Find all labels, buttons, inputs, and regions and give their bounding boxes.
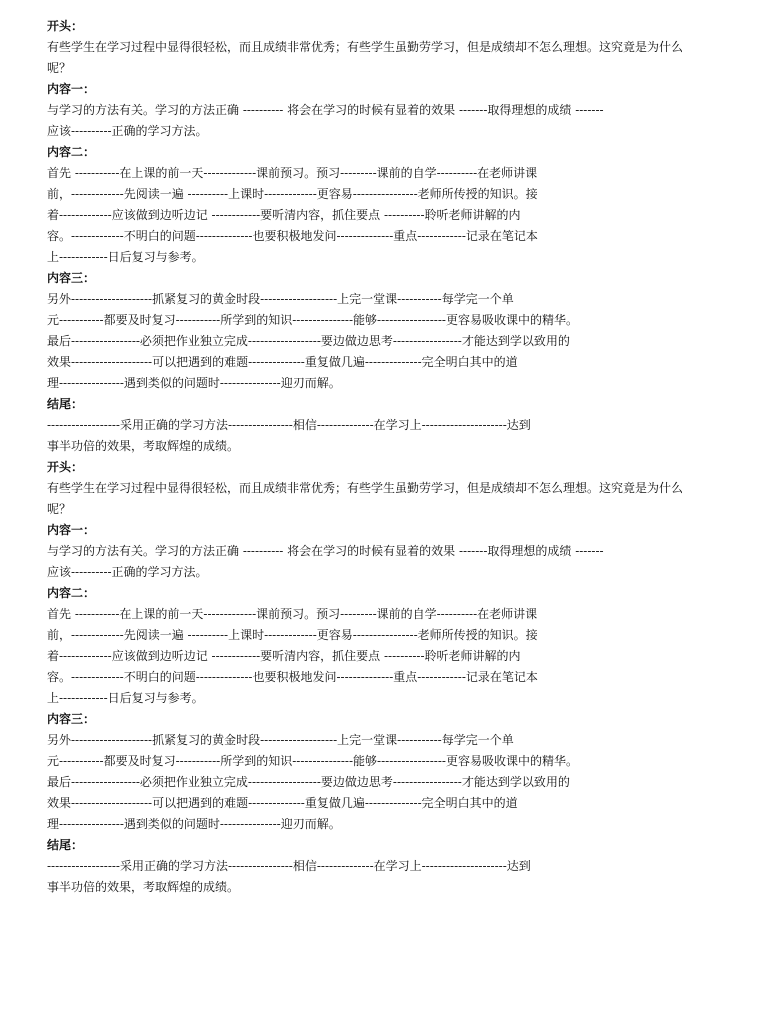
section-heading: 内容二： [47, 145, 96, 159]
paragraph-line: 元-----------都要及时复习-----------所学到的知识---------------能够-----------------更容易吸收课中的精华。 [47, 754, 578, 768]
paragraph-line: 有些学生在学习过程中显得很轻松，而且成绩非常优秀；有些学生虽勤劳学习，但是成绩却不怎么理想。这究竟是为什么 [47, 481, 684, 495]
section-heading: 内容三： [47, 712, 96, 726]
paragraph-line: 应该----------正确的学习方法。 [47, 124, 208, 138]
paragraph-line: 上------------日后复习与参考。 [47, 250, 204, 264]
paragraph-line: 着-------------应该做到边听边记 ------------要听清内容，抓住要点 ----------聆听老师讲解的内 [47, 208, 521, 222]
section-heading: 结尾： [47, 838, 84, 852]
paragraph-line: ------------------采用正确的学习方法----------------相信--------------在学习上---------------------达到 [47, 418, 531, 432]
paragraph-line: 另外--------------------抓紧复习的黄金时段-------------------上完一堂课-----------每学完一个单 [47, 733, 514, 747]
paragraph-line: 呢？ [47, 61, 72, 75]
section-heading: 结尾： [47, 397, 84, 411]
paragraph-line: 最后-----------------必须把作业独立完成------------------要边做边思考-----------------才能达到学以致用的 [47, 334, 570, 348]
paragraph-line: 前，-------------先阅读一遍 ----------上课时-------------更容易----------------老师所传授的知识。接 [47, 628, 538, 642]
paragraph-line: 理----------------遇到类似的问题时---------------迎刃而解。 [47, 817, 341, 831]
paragraph-line: 效果--------------------可以把遇到的难题--------------重复做几遍--------------完全明白其中的道 [47, 355, 518, 369]
paragraph-line: 有些学生在学习过程中显得很轻松，而且成绩非常优秀；有些学生虽勤劳学习，但是成绩却不怎么理想。这究竟是为什么 [47, 40, 684, 54]
paragraph-line: 首先 -----------在上课的前一天-------------课前预习。预习---------课前的自学----------在老师讲课 [47, 607, 538, 621]
paragraph-line: 另外--------------------抓紧复习的黄金时段-------------------上完一堂课-----------每学完一个单 [47, 292, 514, 306]
paragraph-line: 呢？ [47, 502, 72, 516]
paragraph-line: 容。-------------不明白的问题--------------也要积极地发问--------------重点------------记录在笔记本 [47, 229, 538, 243]
paragraph-line: 着-------------应该做到边听边记 ------------要听清内容，抓住要点 ----------聆听老师讲解的内 [47, 649, 521, 663]
document-copy [47, 16, 727, 457]
section-heading: 开头： [47, 19, 84, 33]
section-heading: 内容三： [47, 271, 96, 285]
section-heading: 开头： [47, 460, 84, 474]
paragraph-line: 与学习的方法有关。学习的方法正确 ---------- 将会在学习的时候有显着的效果 -------取得理想的成绩 ------- [47, 103, 604, 117]
paragraph-line: 首先 -----------在上课的前一天-------------课前预习。预习---------课前的自学----------在老师讲课 [47, 166, 538, 180]
paragraph-line: 事半功倍的效果，考取辉煌的成绩。 [47, 880, 240, 894]
document-page [47, 16, 727, 898]
section-heading: 内容一： [47, 82, 96, 96]
paragraph-line: 元-----------都要及时复习-----------所学到的知识---------------能够-----------------更容易吸收课中的精华。 [47, 313, 578, 327]
paragraph-line: 理----------------遇到类似的问题时---------------迎刃而解。 [47, 376, 341, 390]
document-copy [47, 457, 727, 898]
paragraph-line: 容。-------------不明白的问题--------------也要积极地发问--------------重点------------记录在笔记本 [47, 670, 538, 684]
paragraph-line: 效果--------------------可以把遇到的难题--------------重复做几遍--------------完全明白其中的道 [47, 796, 518, 810]
paragraph-line: ------------------采用正确的学习方法----------------相信--------------在学习上---------------------达到 [47, 859, 531, 873]
section-heading: 内容一： [47, 523, 96, 537]
section-heading: 内容二： [47, 586, 96, 600]
paragraph-line: 事半功倍的效果，考取辉煌的成绩。 [47, 439, 240, 453]
paragraph-line: 应该----------正确的学习方法。 [47, 565, 208, 579]
paragraph-line: 上------------日后复习与参考。 [47, 691, 204, 705]
paragraph-line: 前，-------------先阅读一遍 ----------上课时-------------更容易----------------老师所传授的知识。接 [47, 187, 538, 201]
paragraph-line: 最后-----------------必须把作业独立完成------------------要边做边思考-----------------才能达到学以致用的 [47, 775, 570, 789]
paragraph-line: 与学习的方法有关。学习的方法正确 ---------- 将会在学习的时候有显着的效果 -------取得理想的成绩 ------- [47, 544, 604, 558]
